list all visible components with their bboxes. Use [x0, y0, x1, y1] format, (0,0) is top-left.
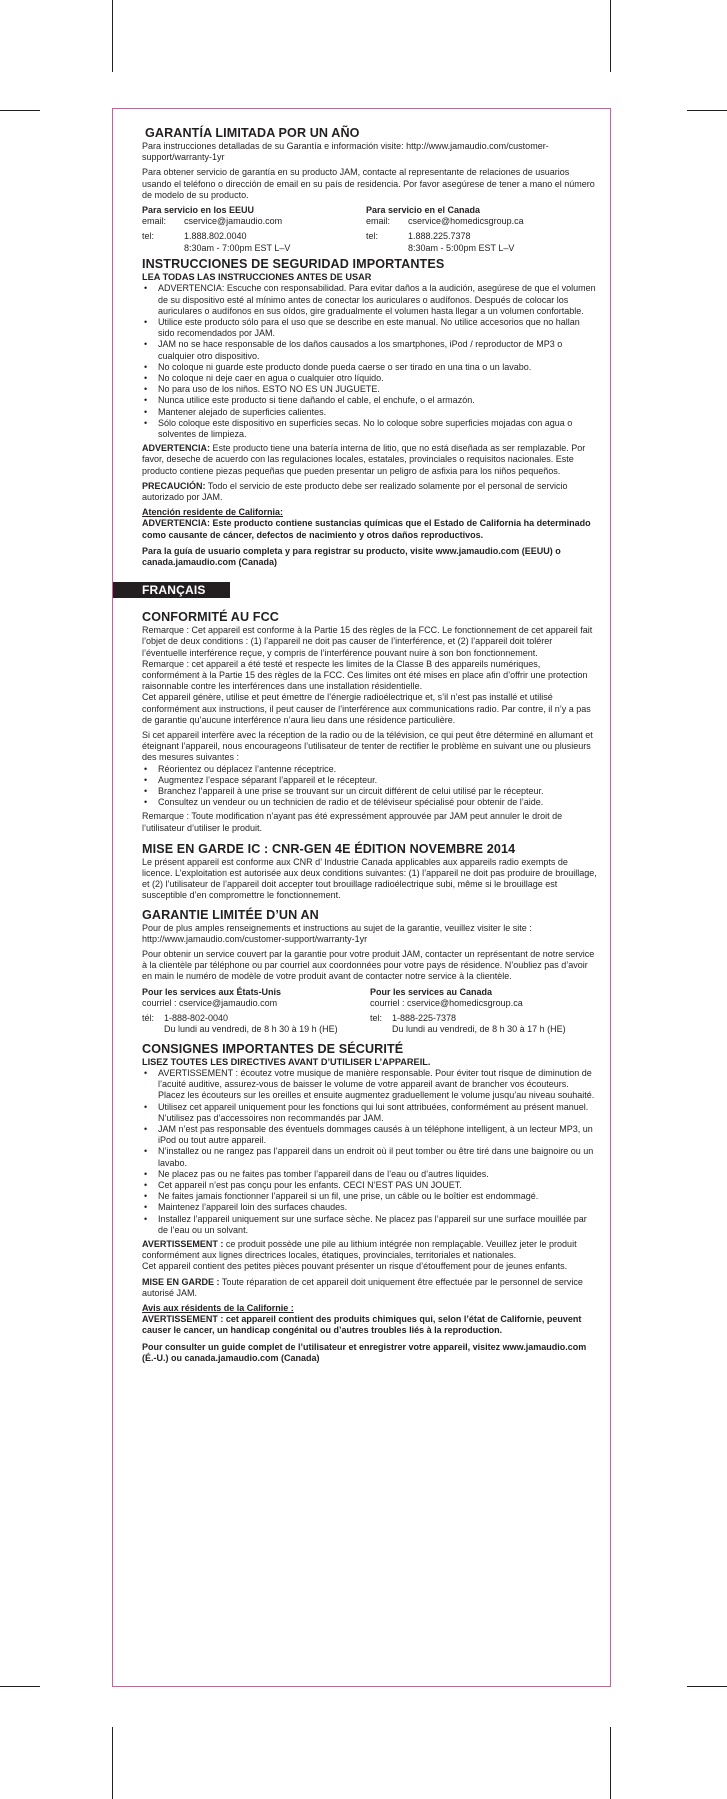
list-item: • Ne faites jamais fonctionner l’appareil si un fil, une prise, un câble ou le boîtier est endommagé. — [142, 1191, 598, 1202]
list-item: • N’installez ou ne rangez pas l’appareil dans un endroit où il peut tomber ou être tiré dans une baignoire ou un lavabo. — [142, 1146, 598, 1168]
fr-warranty-p2: Pour obtenir un service couvert par la garantie pour votre produit JAM, contacter un représentant de notre service à la clientèle par téléphone ou par courriel aux coordonnées pour votre pays de résidence. N’oubliez pas d’avoir en main le numéro de modèle de votre produit avant de contacter notre service à la clientèle. — [142, 949, 595, 982]
es-us-hours: 8:30am - 7:00pm EST L–V — [184, 242, 291, 253]
list-item: • Consultez un vendeur ou un technicien de radio et de téléviseur spécialisé pour obtenir de l’aide. — [142, 797, 598, 808]
es-ca-title: Para servicio en el Canada — [366, 205, 481, 216]
fr-warning-label: AVERTISSEMENT : — [142, 1239, 224, 1250]
es-us-email[interactable]: cservice@jamaudio.com — [184, 216, 283, 227]
fr-contacts — [142, 987, 598, 1036]
fr-safety-title: CONSIGNES IMPORTANTES DE SÉCURITÉ — [142, 1041, 404, 1056]
es-warning — [142, 443, 598, 477]
fr-fcc-p1: Remarque : Cet appareil est conforme à la Partie 15 des règles de la FCC. Le fonctionnement de cet appareil fait l’objet de deux conditions : (1) l’appareil ne doit pas causer de l’interférence, et (2) l’appareil doit tolérer l’éventuelle interférence reçue, y compris de l’interférence pouvant nuire à son bon fonctionnement. — [142, 625, 593, 658]
list-item: • No coloque ni guarde este producto donde pueda caerse o ser tirado en una tina o un lavabo. — [142, 362, 598, 373]
es-us-tel: 1.888.802.0040 — [184, 231, 247, 242]
es-safety-title: INSTRUCCIONES DE SEGURIDAD IMPORTANTES — [142, 256, 445, 271]
list-item: • Ne placez pas ou ne faites pas tomber l’appareil dans de l’eau ou d’autres liquides. — [142, 1169, 598, 1180]
es-ca-tel-label: tel: — [366, 231, 379, 242]
list-item: • Sólo coloque este dispositivo en superficies secas. No lo coloque sobre superficies mojadas con agua o solventes de limpieza. — [142, 418, 598, 440]
language-banner-wrap — [142, 578, 598, 604]
fr-caution-text: Toute réparation de cet appareil doit uniquement être effectuée par le personnel de service autorisé JAM. — [142, 1276, 583, 1298]
es-warranty-p1: Para instrucciones detalladas de su Garantía e información visite: http://www.jamaudio.com/customer-support/warranty-1yr — [142, 141, 549, 163]
es-ca-tel: 1.888.225.7378 — [408, 231, 471, 242]
fr-warning — [142, 1239, 598, 1261]
crop-mark-bottom-right — [610, 1727, 611, 1799]
es-safety-subtitle: LEA TODAS LAS INSTRUCCIONES ANTES DE USAR — [142, 271, 372, 282]
fr-safety-subtitle: LISEZ TOUTES LES DIRECTIVES AVANT D’UTILISER L’APPAREIL. — [142, 1056, 431, 1067]
fr-small-parts: Cet appareil contient des petites pièces pouvant présenter un risque d’étouffement pour de jeunes enfants. — [142, 1261, 568, 1272]
fr-guide: Pour consulter un guide complet de l’utilisateur et enregistrer votre appareil, visitez www.jamaudio.com (É.-U.) ou canada.jamaudio.com (Canada) — [142, 1341, 587, 1363]
fr-us-email[interactable]: courriel : cservice@jamaudio.com — [142, 997, 278, 1008]
es-us-title: Para servicio en los EEUU — [142, 205, 255, 216]
fr-us-hours: Du lundi au vendredi, de 8 h 30 à 19 h (HE) — [164, 1024, 338, 1035]
fr-ca-attention: Avis aux résidents de la Californie : — [142, 1303, 294, 1314]
fr-ca-warning: AVERTISSEMENT : cet appareil contient des produits chimiques qui, selon l’état de Californie, peuvent causer le cancer, un handicap congénital ou d’autres troubles liés à la reproduction. — [142, 1314, 582, 1336]
crop-mark-left-bottom — [0, 1686, 40, 1687]
fr-fcc-list — [142, 764, 598, 809]
fr-warranty-p1: Pour de plus amples renseignements et instructions au sujet de la garantie, veuillez visiter le site : http://www.jamaudio.com/customer-support/warranty-1yr — [142, 922, 532, 944]
fr-ca-tel-label: tel: — [370, 1013, 383, 1024]
es-warranty-title: GARANTÍA LIMITADA POR UN AÑO — [145, 126, 360, 140]
es-ca-email[interactable]: cservice@homedicsgroup.ca — [408, 216, 524, 227]
crop-mark-top-left — [112, 0, 113, 72]
fr-caution-label: MISE EN GARDE : — [142, 1276, 220, 1287]
es-safety-list — [142, 283, 598, 440]
fr-fcc-title: CONFORMITÉ AU FCC — [142, 610, 279, 625]
language-banner-francais: FRANÇAIS — [113, 582, 230, 598]
crop-mark-right-bottom — [687, 1686, 727, 1687]
es-guide: Para la guía de usuario completa y para registrar su producto, visite www.jamaudio.com (EEUU) o canada.jamaudio.com (Canada) — [142, 545, 561, 567]
list-item: • No coloque ni deje caer en agua o cualquier otro líquido. — [142, 373, 598, 384]
es-ca-warning: ADVERTENCIA: Este producto contiene sustancias químicas que el Estado de California ha determinado como causante de cáncer, defectos de nacimiento y otros daños reproductivos. — [142, 518, 591, 540]
es-warning-text: Este producto tiene una batería interna de litio, que no está diseñada as ser remplazable. Por favor, deseche de acuerdo con las regulaciones locales, estatales, provinciales o requisitos nacionales. Este producto contiene piezas pequeñas que pueden presentar un peligro de asfixia para los niños pequeños. — [142, 443, 586, 476]
fr-ca-hours: Du lundi au vendredi, de 8 h 30 à 17 h (HE) — [392, 1024, 566, 1035]
list-item: • Maintenez l’appareil loin des surfaces chaudes. — [142, 1202, 598, 1213]
fr-ca-title: Pour les services au Canada — [370, 986, 493, 997]
es-ca-email-label: email: — [366, 216, 391, 227]
crop-mark-top-right — [610, 0, 611, 72]
fr-caution — [142, 1277, 598, 1299]
es-warning-label: ADVERTENCIA: — [142, 443, 211, 454]
es-us-tel-label: tel: — [142, 231, 155, 242]
es-contact-ca — [366, 205, 598, 254]
fr-fcc-p4: Si cet appareil interfère avec la réception de la radio ou de la télévision, ce qui peut être déterminé en allumant et éteignant l’appareil, nous encourageons l’utilisateur de tenter de rectifier le problème en suivant une ou plusieurs des mesures suivantes : — [142, 730, 593, 763]
list-item: • Installez l’appareil uniquement sur une surface sèche. Ne placez pas l’appareil sur une surface mouillée par de l’eau ou un solvant. — [142, 1214, 598, 1236]
es-us-email-label: email: — [142, 216, 167, 227]
fr-us-title: Pour les services aux États-Unis — [142, 986, 282, 997]
document-panel — [112, 108, 611, 1687]
crop-mark-right-top — [687, 110, 727, 111]
fr-ca-tel: 1-888-225-7378 — [392, 1013, 457, 1024]
es-caution-label: PRECAUCIÓN: — [142, 480, 206, 491]
es-ca-attention: Atención residente de California: — [142, 507, 284, 518]
es-caution-text: Todo el servicio de este producto debe ser realizado solamente por el personal de servicio autorizado por JAM. — [142, 480, 568, 502]
list-item: • Réorientez ou déplacez l’antenne réceptrice. — [142, 764, 598, 775]
es-warranty-p2: Para obtener servicio de garantía en su producto JAM, contacte al representante de relaciones de usuarios usando el teléfono o dirección de email en su país de residencia. Por favor asegúrese de tener a mano el número de modelo de su producto. — [142, 167, 595, 200]
document-content — [142, 126, 598, 1368]
list-item: • Utilisez cet appareil uniquement pour les fonctions qui lui sont attribuées, conformément au présent manuel. N’utilisez pas d’accessoires non recommandés par JAM. — [142, 1102, 598, 1124]
fr-ic-p1: Le présent appareil est conforme aux CNR d’ Industrie Canada applicables aux appareils radio exempts de licence. L’exploitation est autorisée aux deux conditions suivantes: (1) l’appareil ne doit pas produire de brouillage, et (2) l’utilisateur de l’appareil doit accepter tout brouillage radioélectrique subi, même si le brouillage est susceptible d’en compromettre le fonctionnement. — [142, 856, 597, 901]
list-item: • Utilice este producto sólo para el uso que se describe en este manual. No utilice accesorios que no hallan sido recomendados por JAM. — [142, 317, 598, 339]
list-item: • Branchez l’appareil à une prise se trouvant sur un circuit différent de celui utilisé par le récepteur. — [142, 786, 598, 797]
fr-warning-text: ce produit possède une pile au lithium intégrée non remplaçable. Veuillez jeter le produit conformément aux lignes directrices locales, étatiques, provinciales, territoriales et nationales. — [142, 1239, 577, 1261]
fr-fcc-p3: Cet appareil génère, utilise et peut émettre de l’énergie radioélectrique et, s’il n’est pas installé et utilisé conformément aux instructions, il peut causer de l’interférence aux communications radio. Par contre, il n’y a pas de garantie qu’aucune interférence n’aura lieu dans une résidence particulière. — [142, 692, 591, 725]
es-contact-us — [142, 205, 374, 254]
list-item: • ADVERTENCIA: Escuche con responsabilidad. Para evitar daños a la audición, asegúrese de que el volumen de su dispositivo esté al mínimo antes de conectar los auriculares o audífonos. Después de colocar los auriculares o audífonos en sus oídos, gire gradualmente el volumen hasta llegar a un volumen confortable. — [142, 283, 598, 317]
fr-safety-list — [142, 1068, 598, 1236]
fr-ca-email[interactable]: courriel : cservice@homedicsgroup.ca — [370, 997, 523, 1008]
fr-us-tel: 1-888-802-0040 — [164, 1013, 229, 1024]
list-item: • Augmentez l’espace séparant l’appareil et le récepteur. — [142, 775, 598, 786]
fr-warranty-title: GARANTIE LIMITÉE D’UN AN — [142, 907, 319, 922]
crop-mark-bottom-left — [112, 1727, 113, 1799]
list-item: • JAM no se hace responsable de los daños causados a los smartphones, iPod / reproductor de MP3 o cualquier otro dispositivo. — [142, 339, 598, 361]
list-item: • No para uso de los niños. ESTO NO ES UN JUGUETE. — [142, 384, 598, 395]
list-item: • JAM n’est pas responsable des éventuels dommages causés à un téléphone intelligent, à un lecteur MP3, un iPod ou tout autre appareil. — [142, 1124, 598, 1146]
es-ca-hours: 8:30am - 5:00pm EST L–V — [408, 242, 515, 253]
crop-mark-left-top — [0, 110, 40, 111]
fr-fcc-p5: Remarque : Toute modification n’ayant pas été expressément approuvée par JAM peut annuler le droit de l’utilisateur d’utiliser le produit. — [142, 811, 563, 833]
es-caution — [142, 481, 598, 503]
list-item: • Cet appareil n’est pas conçu pour les enfants. CECI N’EST PAS UN JOUET. — [142, 1180, 598, 1191]
list-item: • Nunca utilice este producto si tiene dañando el cable, el enchufe, o el armazón. — [142, 395, 598, 406]
fr-ic-title: MISE EN GARDE IC : CNR-GEN 4E ÉDITION NOVEMBRE 2014 — [142, 841, 516, 856]
list-item: • Mantener alejado de superficies calientes. — [142, 407, 598, 418]
list-item: • AVERTISSEMENT : écoutez votre musique de manière responsable. Pour éviter tout risque de diminution de l’acuité auditive, assurez-vous de baisser le volume de votre appareil avant de brancher vos écouteurs. Placez les écouteurs sur les oreilles et ensuite augmentez graduellement le volume jusqu’au niveau souhaité. — [142, 1068, 598, 1102]
fr-fcc-p2: Remarque : cet appareil a été testé et respecte les limites de la Classe B des appareils numériques, conformément à la Partie 15 des règles de la FCC. Ces limites ont été mises en place afin d’offrir une protection raisonnable contre les interférences dans une installation résidentielle. — [142, 658, 588, 692]
fr-contact-us — [142, 987, 370, 1036]
es-contacts — [142, 205, 598, 254]
fr-us-tel-label: tél: — [142, 1013, 155, 1024]
fr-contact-ca — [370, 987, 598, 1036]
